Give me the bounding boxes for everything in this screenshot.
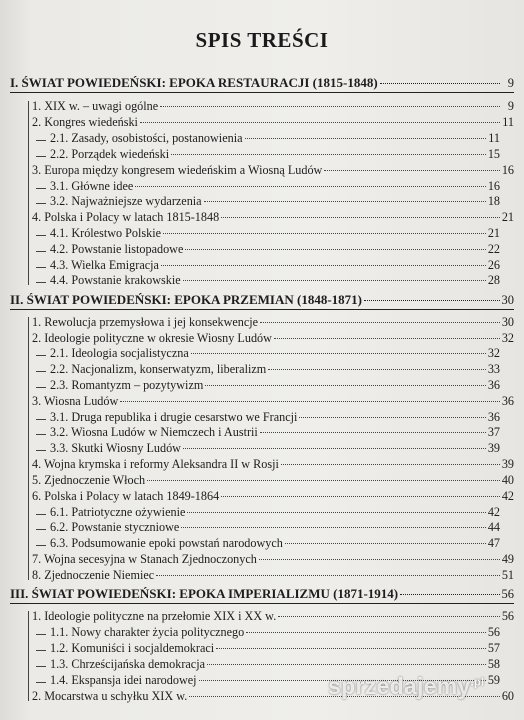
dot-leader (156, 575, 500, 576)
toc-entry-page: 16 (501, 163, 514, 177)
toc-entry (32, 331, 514, 346)
toc-entry-label: 5. Zjednoczenie Włoch (32, 473, 146, 487)
bracket-tick (36, 529, 46, 530)
toc-entry-label: 1. Ideologie polityczne na przełomie XIX i XX w. (32, 609, 277, 623)
toc-subentry-label: 1.1. Nowy charakter życia politycznego (50, 625, 245, 639)
toc-subentry-label: 2.2. Nacjonalizm, konserwatyzm, liberalizm (50, 362, 267, 376)
toc-subentry (50, 378, 500, 393)
toc-entry-page: 21 (501, 210, 514, 224)
toc-entry-page: 51 (501, 568, 514, 582)
toc-subentry (50, 194, 500, 209)
dot-leader (245, 138, 487, 139)
dot-leader (216, 648, 486, 649)
dot-leader (400, 594, 499, 595)
toc-subentry (50, 505, 500, 520)
toc-entry-label: 4. Polska i Polacy w latach 1815-1848 (32, 210, 220, 224)
dot-leader (278, 616, 500, 617)
toc-subentry-label: 2.1. Ideologia socjalistyczna (50, 346, 189, 360)
bracket-tick (36, 355, 46, 356)
dot-leader (281, 464, 500, 465)
dot-leader (181, 527, 486, 528)
dot-leader (221, 496, 500, 497)
toc-subentry-label: 4.2. Powstanie listopadowe (50, 242, 184, 256)
toc-subentry-page: 22 (487, 242, 500, 256)
dot-leader (183, 280, 486, 281)
toc-entry-label: 1. Rewolucja przemysłowa i jej konsekwencje (32, 315, 259, 329)
toc-entry (32, 473, 514, 488)
bracket-line (28, 101, 29, 285)
toc-entry (32, 210, 514, 225)
toc-subentry-page: 57 (487, 641, 500, 655)
toc-subentry-label: 3.2. Wiosna Ludów w Niemczech i Austrii (50, 425, 258, 439)
toc-entry (32, 99, 514, 114)
dot-leader (274, 338, 500, 339)
toc-subentry-page: 28 (487, 273, 500, 287)
toc-entry-label: 3. Europa między kongresem wiedeńskim a Wiosną Ludów (32, 163, 323, 177)
toc-subentry-page: 59 (487, 673, 500, 687)
dot-leader (259, 559, 500, 560)
toc-subentry-label: 2.2. Porządek wiedeński (50, 147, 170, 161)
toc-subentry (50, 242, 500, 257)
part-heading-page: 9 (507, 76, 514, 90)
toc-subentry-label: 6.1. Patriotyczne ożywienie (50, 505, 186, 519)
toc-entry-page: 11 (502, 115, 514, 129)
part-heading (10, 292, 514, 308)
page-title: SPIS TREŚCI (195, 28, 329, 52)
toc-entry-page: 9 (507, 99, 514, 113)
dot-leader (191, 353, 486, 354)
part-heading-page: 56 (501, 587, 514, 601)
bracket-line (28, 611, 29, 701)
toc-subentry-page: 21 (487, 226, 500, 240)
bracket-tick (36, 682, 46, 683)
toc-entry-page: 32 (501, 331, 514, 345)
toc-entry-label: 8. Zjednoczenie Niemiec (32, 568, 155, 582)
toc-subentry-label: 3.1. Główne idee (50, 179, 134, 193)
bracket-tick (36, 419, 46, 420)
toc-entry (32, 163, 514, 178)
toc-subentry (50, 131, 500, 146)
dot-leader (187, 512, 485, 513)
toc-subentry-page: 16 (487, 179, 500, 193)
toc-entry (32, 568, 514, 583)
toc-subentry-page: 18 (487, 194, 500, 208)
dot-leader (161, 265, 486, 266)
dot-leader (260, 432, 486, 433)
toc-subentry-page: 37 (487, 425, 500, 439)
bracket-line (28, 317, 29, 580)
bracket-tick (36, 156, 46, 157)
toc-subentry-label: 2.3. Romantyzm – pozytywizm (50, 378, 204, 392)
toc-subentry (50, 425, 500, 440)
toc-subentry-label: 6.2. Powstanie styczniowe (50, 520, 180, 534)
dot-leader (364, 300, 500, 301)
bracket-tick (36, 282, 46, 283)
toc-entry-label: 6. Polska i Polacy w latach 1849-1864 (32, 489, 220, 503)
bracket-tick (36, 545, 46, 546)
dot-leader (185, 249, 485, 250)
bracket-tick (36, 666, 46, 667)
toc-subentry-page: 44 (487, 520, 500, 534)
toc-subentry-label: 4.4. Powstanie krakowskie (50, 273, 181, 287)
toc-subentry-page: 36 (487, 378, 500, 392)
toc-subentry (50, 641, 500, 656)
toc-subentry-page: 42 (487, 505, 500, 519)
toc-subentry-label: 4.3. Wielka Emigracja (50, 258, 159, 272)
toc-subentry-page: 11 (488, 131, 500, 145)
toc-subentry-page: 56 (487, 625, 500, 639)
dot-leader (221, 217, 500, 218)
toc-subentry-page: 58 (487, 657, 500, 671)
toc-subentry-label: 3.3. Skutki Wiosny Ludów (50, 441, 181, 455)
toc-entry (32, 609, 514, 624)
toc-subentry-page: 26 (487, 258, 500, 272)
bracket-tick (36, 267, 46, 268)
toc-entry-label: 2. Kongres wiedeński (32, 115, 138, 129)
part-heading-label: I. ŚWIAT POWIEDEŃSKI: EPOKA RESTAURACJI (1815-1848) (10, 75, 378, 90)
toc-subentry-label: 2.1. Zasady, osobistości, postanowienia (50, 131, 243, 145)
toc-entry-page: 49 (501, 552, 514, 566)
dot-leader (380, 83, 500, 84)
dot-leader (299, 417, 485, 418)
toc-subentry (50, 346, 500, 361)
toc-subentry-page: 15 (487, 147, 500, 161)
bracket-tick (36, 371, 46, 372)
toc-subentry (50, 520, 500, 535)
toc-entry-page: 36 (501, 394, 514, 408)
bracket-tick (36, 514, 46, 515)
dot-leader (205, 385, 485, 386)
toc-subentry (50, 179, 500, 194)
dot-leader (135, 186, 486, 187)
toc-subentry-page: 33 (487, 362, 500, 376)
toc-subentry (50, 536, 500, 551)
dot-leader (260, 322, 500, 323)
part-underline (10, 603, 514, 604)
toc-subentry (50, 273, 500, 288)
bracket-tick (36, 203, 46, 204)
bracket-tick (36, 450, 46, 451)
toc-entry (32, 457, 514, 472)
toc-entry-page: 39 (501, 457, 514, 471)
part-underline (10, 92, 514, 93)
toc-subentry (50, 441, 500, 456)
toc-subentry-label: 1.3. Chrześcijańska demokracja (50, 657, 205, 671)
dot-leader (120, 401, 500, 402)
dot-leader (204, 201, 486, 202)
toc-entry-page: 40 (501, 473, 514, 487)
toc-subentry-page: 32 (487, 346, 500, 360)
toc-subentry (50, 657, 500, 672)
toc-subentry-label: 4.1. Królestwo Polskie (50, 226, 162, 240)
dot-leader (285, 543, 486, 544)
toc-entry-page: 56 (501, 609, 514, 623)
part-underline (10, 309, 514, 310)
dot-leader (246, 632, 486, 633)
toc-entry-page: 42 (501, 489, 514, 503)
bracket-tick (36, 251, 46, 252)
toc-subentry (50, 410, 500, 425)
toc-entry-page: 60 (501, 689, 514, 703)
toc-subentry-label: 3.1. Druga republika i drugie cesarstwo we Francji (50, 410, 298, 424)
bracket-tick (36, 140, 46, 141)
bracket-tick (36, 650, 46, 651)
toc-entry-label: 3. Wiosna Ludów (32, 394, 119, 408)
toc-subentry-page: 39 (487, 441, 500, 455)
toc-subentry (50, 258, 500, 273)
part-heading-label: III. ŚWIAT POWIEDEŃSKI: EPOKA IMPERIALIZMU (1871-1914) (10, 586, 399, 601)
toc-subentry (50, 362, 500, 377)
toc-subentry (50, 147, 500, 162)
toc-entry-label: 2. Mocarstwa u schyłku XIX w. (32, 689, 188, 703)
part-heading (10, 75, 514, 91)
toc-entry (32, 115, 514, 130)
dot-leader (183, 448, 486, 449)
bracket-tick (36, 188, 46, 189)
dot-leader (324, 170, 499, 171)
toc-entry-page: 30 (501, 315, 514, 329)
toc-entry (32, 552, 514, 567)
bracket-tick (36, 434, 46, 435)
part-heading-label: II. ŚWIAT POWIEDEŃSKI: EPOKA PRZEMIAN (1848-1871) (10, 292, 362, 307)
dot-leader (140, 122, 500, 123)
dot-leader (268, 369, 486, 370)
dot-leader (171, 154, 486, 155)
toc-subentry-label: 1.4. Ekspansja idei narodowej (50, 673, 197, 687)
bracket-tick (36, 235, 46, 236)
toc-subentry-page: 47 (487, 536, 500, 550)
toc-entry-label: 1. XIX w. – uwagi ogólne (32, 99, 159, 113)
toc-subentry-page: 36 (487, 410, 500, 424)
part-heading-page: 30 (501, 293, 514, 307)
toc-entry-label: 7. Wojna secesyjna w Stanach Zjednoczonych (32, 552, 257, 566)
toc-entry (32, 315, 514, 330)
watermark: sprzedajemy$^{.pl}$ (328, 673, 485, 699)
toc-subentry-label: 1.2. Komuniści i socjaldemokraci (50, 641, 215, 655)
toc-subentry (50, 625, 500, 640)
toc-entry-label: 2. Ideologie polityczne w okresie Wiosny Ludów (32, 331, 272, 345)
bracket-tick (36, 387, 46, 388)
dot-leader (207, 664, 486, 665)
dot-leader (147, 480, 500, 481)
dot-leader (160, 106, 500, 107)
toc-entry (32, 394, 514, 409)
part-heading (10, 586, 514, 602)
toc-subentry (50, 226, 500, 241)
dot-leader (163, 233, 486, 234)
toc-entry-label: 4. Wojna krymska i reformy Aleksandra II w Rosji (32, 457, 279, 471)
toc-entry (32, 489, 514, 504)
bracket-tick (36, 634, 46, 635)
toc-subentry-label: 6.3. Podsumowanie epoki powstań narodowych (50, 536, 283, 550)
toc-subentry-label: 3.2. Najważniejsze wydarzenia (50, 194, 202, 208)
